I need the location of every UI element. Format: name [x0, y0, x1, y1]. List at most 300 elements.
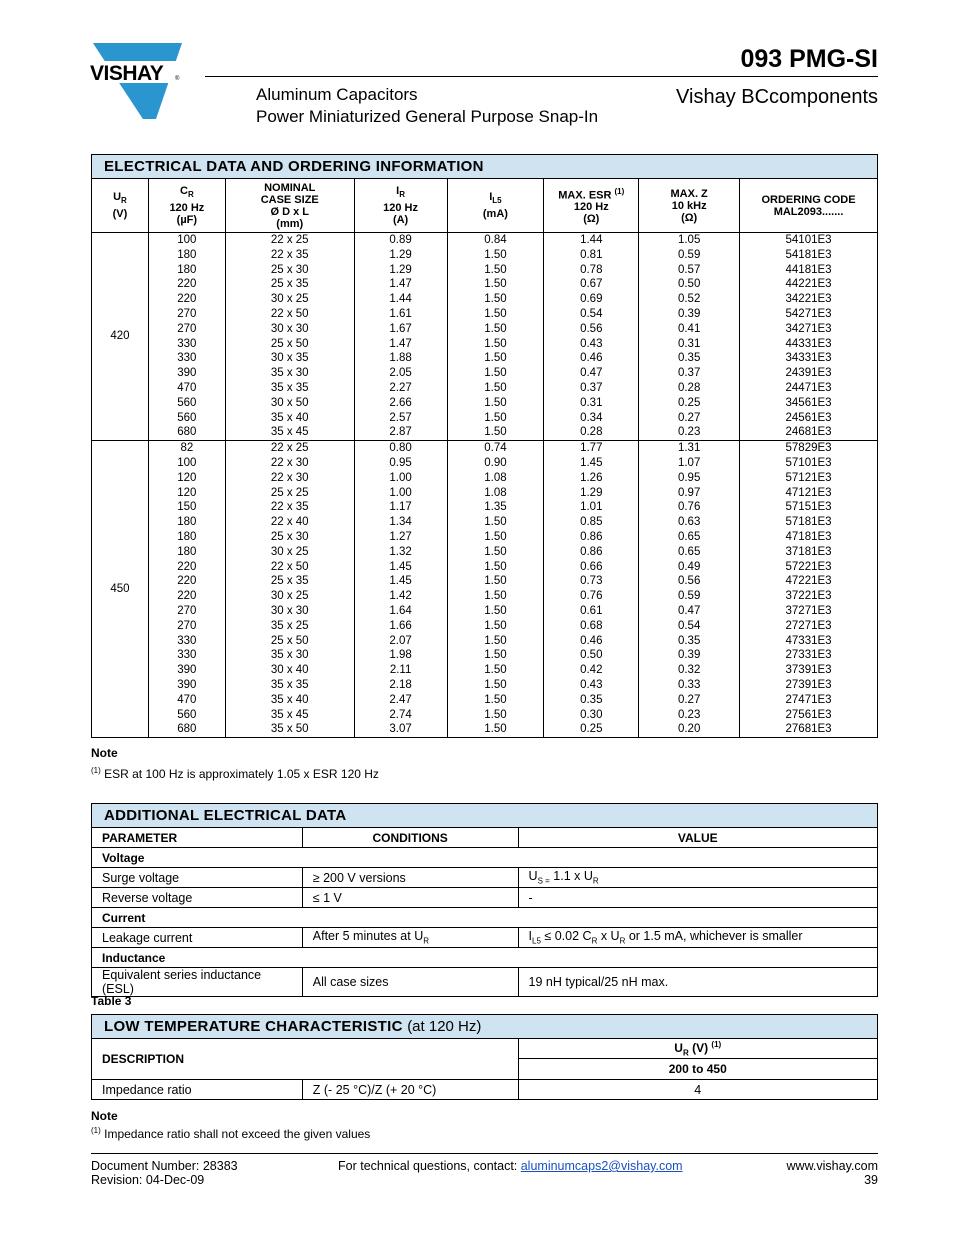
cell-value: 34221E3: [785, 293, 832, 306]
section-row: [92, 848, 878, 868]
cell-value: 1.27: [389, 530, 412, 543]
cell-value: 0.35: [677, 634, 701, 647]
cell-value: 0.50: [580, 649, 603, 662]
col-value: VALUE: [518, 828, 877, 848]
param-cell: Reverse voltage: [92, 888, 303, 908]
cell-value: 0.76: [677, 501, 701, 514]
cell-value: 35 x 35: [270, 381, 309, 394]
value-cell: 4: [518, 1080, 878, 1100]
cell-value: 270: [177, 604, 197, 617]
cell-value: 27331E3: [785, 649, 832, 662]
cell-value: 0.81: [580, 248, 603, 261]
cell-value: 1.50: [484, 337, 507, 350]
cell-value: 0.50: [677, 278, 701, 291]
cell-value: 57221E3: [785, 560, 832, 573]
additional-electrical-section: [91, 803, 878, 997]
ur-cell: 420: [92, 233, 149, 441]
cell-value: 44331E3: [785, 337, 832, 350]
cell-value: 0.69: [580, 293, 603, 306]
il-cell: [447, 441, 544, 738]
cell-value: 3.07: [389, 723, 412, 736]
cell-value: 1.45: [389, 560, 412, 573]
cell-value: 30 x 25: [270, 545, 309, 558]
cell-value: 560: [177, 396, 197, 409]
cell-value: 1.50: [484, 426, 507, 439]
cond-cell: ≤ 1 V: [302, 888, 518, 908]
cell-value: 0.33: [677, 678, 701, 691]
cell-value: 1.50: [484, 619, 507, 632]
cell-value: 1.67: [389, 322, 412, 335]
cell-value: 2.47: [389, 693, 412, 706]
cell-value: 22 x 50: [270, 560, 309, 573]
cell-value: 57181E3: [785, 516, 832, 529]
cell-value: 0.67: [580, 278, 603, 291]
cell-value: 54181E3: [785, 248, 832, 261]
svg-text:®: ®: [175, 76, 180, 82]
cell-value: 0.85: [580, 516, 603, 529]
z-cell: [639, 441, 740, 738]
cell-value: 1.50: [484, 367, 507, 380]
param-cell: Equivalent series inductance (ESL): [92, 968, 303, 997]
table2-header-row: [92, 828, 878, 848]
doc-number: Document Number: 28383: [91, 1159, 238, 1173]
revision: Revision: 04-Dec-09: [91, 1173, 205, 1187]
cell-value: 1.50: [484, 293, 507, 306]
cell-value: 100: [177, 456, 197, 469]
cell-value: 57829E3: [785, 442, 832, 455]
param-cell: Impedance ratio: [92, 1080, 303, 1100]
cell-value: 0.78: [580, 263, 603, 276]
cell-value: 0.23: [677, 708, 701, 721]
code-cell: [740, 441, 878, 738]
note2-heading: Note: [91, 1109, 118, 1123]
cell-value: 220: [177, 560, 197, 573]
cell-value: 1.50: [484, 664, 507, 677]
cell-value: 1.35: [484, 501, 507, 514]
param-cell: Surge voltage: [92, 868, 303, 888]
cell-value: 1.66: [389, 619, 412, 632]
cell-value: 34561E3: [785, 396, 832, 409]
cell-value: 1.07: [677, 456, 701, 469]
section-current: Current: [92, 908, 878, 928]
col-esr: MAX. ESR $^{(1)}$ 120 Hz (Ω): [544, 179, 639, 233]
cell-value: 0.89: [389, 234, 412, 246]
cell-value: 1.29: [389, 248, 412, 261]
table1-title: ELECTRICAL DATA AND ORDERING INFORMATION: [91, 154, 878, 179]
col-z: MAX. Z 10 kHz (Ω): [639, 179, 740, 233]
cell-value: 30 x 40: [270, 664, 309, 677]
cell-value: 0.80: [389, 442, 412, 455]
cell-value: 0.73: [580, 575, 603, 588]
cell-value: 1.64: [389, 604, 412, 617]
product-subtitle: [256, 84, 598, 128]
cell-value: 1.50: [484, 545, 507, 558]
col-ir: $I_R$ 120 Hz (A): [354, 179, 447, 233]
cell-value: 34271E3: [785, 322, 832, 335]
section-row: [92, 908, 878, 928]
cell-value: 1.44: [389, 293, 412, 306]
cell-value: 0.41: [677, 322, 701, 335]
cell-value: 35 x 50: [270, 723, 309, 736]
cell-value: 0.28: [580, 426, 603, 439]
cell-value: 25 x 30: [270, 263, 309, 276]
cell-value: 0.28: [677, 381, 701, 394]
cell-value: 0.86: [580, 545, 603, 558]
cell-value: 30 x 50: [270, 396, 309, 409]
cell-value: 0.49: [677, 560, 701, 573]
table-row: [92, 868, 878, 888]
cell-value: 1.29: [580, 486, 603, 499]
cell-value: 0.57: [677, 263, 701, 276]
cell-value: 1.45: [389, 575, 412, 588]
cell-value: 25 x 35: [270, 575, 309, 588]
cell-value: 0.39: [677, 649, 701, 662]
cell-value: 1.32: [389, 545, 412, 558]
cell-value: 270: [177, 322, 197, 335]
cell-value: 390: [177, 678, 197, 691]
z-cell: [639, 233, 740, 441]
col-conditions: CONDITIONS: [302, 828, 518, 848]
cell-value: 0.25: [677, 396, 701, 409]
cell-value: 24391E3: [785, 367, 832, 380]
cell-value: 1.47: [389, 337, 412, 350]
cond-cell: Z (- 25 °C)/Z (+ 20 °C): [302, 1080, 518, 1100]
group-450v: [92, 441, 878, 738]
group-420v: [92, 233, 878, 441]
cell-value: 25 x 25: [270, 486, 309, 499]
cell-value: 0.52: [677, 293, 701, 306]
cell-value: 0.74: [484, 442, 507, 455]
footer-rule: [91, 1153, 878, 1154]
cell-value: 0.23: [677, 426, 701, 439]
cell-value: 2.27: [389, 381, 412, 394]
cell-value: 2.66: [389, 396, 412, 409]
cell-value: 30 x 25: [270, 590, 309, 603]
value-cell: 19 nH typical/25 nH max.: [518, 968, 877, 997]
cell-value: 1.50: [484, 560, 507, 573]
col-cr: $C_R$ 120 Hz (µF): [148, 179, 225, 233]
cell-value: 35 x 35: [270, 678, 309, 691]
company-name: Vishay BCcomponents: [676, 86, 878, 108]
cell-value: 27561E3: [785, 708, 832, 721]
cell-value: 0.46: [580, 352, 603, 365]
ur-cell: 450: [92, 441, 149, 738]
cell-value: 2.74: [389, 708, 412, 721]
cell-value: 27391E3: [785, 678, 832, 691]
contact-label: For technical questions, contact:: [338, 1159, 521, 1173]
table-row: [92, 1080, 878, 1100]
cell-value: 0.76: [580, 590, 603, 603]
cell-value: 330: [177, 634, 197, 647]
cell-value: 1.50: [484, 649, 507, 662]
cell-value: 1.50: [484, 381, 507, 394]
cell-value: 1.50: [484, 263, 507, 276]
cell-value: 1.50: [484, 322, 507, 335]
cell-value: 1.08: [484, 486, 507, 499]
cell-value: 22 x 50: [270, 307, 309, 320]
cell-value: 1.88: [389, 352, 412, 365]
cell-value: 22 x 25: [270, 442, 309, 455]
section-voltage: Voltage: [92, 848, 878, 868]
website: www.vishay.com: [786, 1159, 878, 1173]
cell-value: 2.05: [389, 367, 412, 380]
cell-value: 2.87: [389, 426, 412, 439]
header-rule: [205, 76, 878, 77]
cell-value: 0.35: [580, 693, 603, 706]
cell-value: 44221E3: [785, 278, 832, 291]
cell-value: 220: [177, 575, 197, 588]
ur-header: $U_R$ (V) $^{(1)}$: [518, 1039, 878, 1059]
cell-value: 27271E3: [785, 619, 832, 632]
cell-value: 1.50: [484, 634, 507, 647]
cell-value: 180: [177, 248, 197, 261]
cell-value: 470: [177, 381, 197, 394]
esr-cell: [544, 233, 639, 441]
cell-value: 1.45: [580, 456, 603, 469]
cell-value: 0.39: [677, 307, 701, 320]
cell-value: 0.27: [677, 411, 701, 424]
footer-doc-info: [91, 1159, 238, 1187]
footer-right: [787, 1159, 878, 1187]
cell-value: 1.00: [389, 486, 412, 499]
cell-value: 120: [177, 486, 197, 499]
cell-value: 0.46: [580, 634, 603, 647]
cell-value: 0.43: [580, 337, 603, 350]
col-ur: $U_R$ (V): [92, 179, 149, 233]
cell-value: 1.50: [484, 248, 507, 261]
cond-cell: After 5 minutes at $U_R$: [302, 928, 518, 948]
col-il5: $I_{L5}$ (mA): [447, 179, 544, 233]
cell-value: 30 x 30: [270, 322, 309, 335]
cell-value: 1.05: [677, 234, 701, 246]
cell-value: 470: [177, 693, 197, 706]
cell-value: 47221E3: [785, 575, 832, 588]
esr-cell: [544, 441, 639, 738]
cell-value: 270: [177, 307, 197, 320]
cell-value: 0.27: [677, 693, 701, 706]
electrical-data-table: [91, 179, 878, 738]
cell-value: 1.50: [484, 352, 507, 365]
cell-value: 1.50: [484, 307, 507, 320]
ir-cell: [354, 441, 447, 738]
cell-value: 0.35: [677, 352, 701, 365]
cell-value: 1.29: [389, 263, 412, 276]
table-row: [92, 888, 878, 908]
cell-value: 1.50: [484, 278, 507, 291]
cell-value: 57101E3: [785, 456, 832, 469]
cell-value: 0.63: [677, 516, 701, 529]
cr-cell: [148, 233, 225, 441]
cell-value: 27681E3: [785, 723, 832, 736]
cell-value: 54101E3: [785, 234, 832, 246]
param-cell: Leakage current: [92, 928, 303, 948]
contact-email-link[interactable]: aluminumcaps2@vishay.com: [520, 1159, 683, 1173]
cell-value: 47181E3: [785, 530, 832, 543]
cell-value: 0.68: [580, 619, 603, 632]
cell-value: 0.43: [580, 678, 603, 691]
cell-value: 82: [180, 442, 194, 455]
code-cell: [740, 233, 878, 441]
table1-header-row: [92, 179, 878, 233]
cell-value: 0.84: [484, 234, 507, 246]
cell-value: 1.50: [484, 678, 507, 691]
cell-value: 1.61: [389, 307, 412, 320]
cell-value: 0.65: [677, 530, 701, 543]
table-row: [92, 928, 878, 948]
cell-value: 0.54: [677, 619, 701, 632]
cell-value: 22 x 30: [270, 456, 309, 469]
case-cell: [225, 233, 354, 441]
cell-value: 37271E3: [785, 604, 832, 617]
table-row: [92, 968, 878, 997]
cell-value: 47331E3: [785, 634, 832, 647]
cell-value: 0.59: [677, 248, 701, 261]
cell-value: 120: [177, 471, 197, 484]
cell-value: 35 x 30: [270, 367, 309, 380]
cell-value: 1.50: [484, 708, 507, 721]
cell-value: 2.18: [389, 678, 412, 691]
cell-value: 37391E3: [785, 664, 832, 677]
cell-value: 25 x 50: [270, 337, 309, 350]
cell-value: 1.77: [580, 442, 603, 455]
cell-value: 25 x 30: [270, 530, 309, 543]
cell-value: 30 x 30: [270, 604, 309, 617]
cell-value: 0.54: [580, 307, 603, 320]
cell-value: 30 x 35: [270, 352, 309, 365]
cell-value: 22 x 35: [270, 248, 309, 261]
cell-value: 37221E3: [785, 590, 832, 603]
cell-value: 24561E3: [785, 411, 832, 424]
cell-value: 2.07: [389, 634, 412, 647]
cell-value: 0.65: [677, 545, 701, 558]
section-row: [92, 948, 878, 968]
value-cell: -: [518, 888, 877, 908]
table3-title: LOW TEMPERATURE CHARACTERISTIC (at 120 Hz): [91, 1014, 878, 1039]
col-ordering-code: ORDERING CODE MAL2093.......: [740, 179, 878, 233]
cell-value: 1.17: [389, 501, 412, 514]
electrical-data-section: [91, 154, 878, 738]
note1-text: $^{(1)}$ ESR at 100 Hz is approximately 1.05 x ESR 120 Hz: [91, 766, 379, 781]
cell-value: 2.57: [389, 411, 412, 424]
cell-value: 270: [177, 619, 197, 632]
cell-value: 330: [177, 649, 197, 662]
low-temp-section: [91, 1014, 878, 1100]
note1-heading: Note: [91, 746, 118, 760]
cell-value: 35 x 25: [270, 619, 309, 632]
cell-value: 0.20: [677, 723, 701, 736]
cell-value: 1.47: [389, 278, 412, 291]
cell-value: 0.90: [484, 456, 507, 469]
cell-value: 330: [177, 352, 197, 365]
cell-value: 0.25: [580, 723, 603, 736]
cell-value: 24681E3: [785, 426, 832, 439]
col-parameter: PARAMETER: [92, 828, 303, 848]
cell-value: 25 x 35: [270, 278, 309, 291]
cell-value: 680: [177, 426, 197, 439]
cell-value: 1.42: [389, 590, 412, 603]
cell-value: 1.26: [580, 471, 603, 484]
cell-value: 44181E3: [785, 263, 832, 276]
cell-value: 180: [177, 545, 197, 558]
page-number: 39: [864, 1173, 878, 1187]
cell-value: 35 x 40: [270, 693, 309, 706]
cell-value: 0.47: [677, 604, 701, 617]
cell-value: 1.50: [484, 604, 507, 617]
cell-value: 1.34: [389, 516, 412, 529]
cell-value: 0.31: [677, 337, 701, 350]
cell-value: 0.31: [580, 396, 603, 409]
cell-value: 22 x 30: [270, 471, 309, 484]
cell-value: 390: [177, 664, 197, 677]
low-temp-table: [91, 1039, 878, 1100]
footer-contact: [338, 1159, 683, 1173]
cr-cell: [148, 441, 225, 738]
cell-value: 1.50: [484, 575, 507, 588]
cell-value: 1.50: [484, 516, 507, 529]
cell-value: 57121E3: [785, 471, 832, 484]
cell-value: 1.50: [484, 411, 507, 424]
cell-value: 560: [177, 708, 197, 721]
cell-value: 0.86: [580, 530, 603, 543]
cell-value: 1.50: [484, 693, 507, 706]
cell-value: 37181E3: [785, 545, 832, 558]
cell-value: 0.56: [580, 322, 603, 335]
case-cell: [225, 441, 354, 738]
cell-value: 180: [177, 263, 197, 276]
cell-value: 220: [177, 278, 197, 291]
cell-value: 0.42: [580, 664, 603, 677]
subtitle-line-2: Power Miniaturized General Purpose Snap-In: [256, 107, 599, 126]
cell-value: 0.59: [677, 590, 701, 603]
description-header: DESCRIPTION: [92, 1039, 519, 1080]
cell-value: 27471E3: [785, 693, 832, 706]
cell-value: 1.50: [484, 723, 507, 736]
cell-value: 1.44: [580, 234, 603, 246]
cell-value: 1.50: [484, 396, 507, 409]
il-cell: [447, 233, 544, 441]
cell-value: 330: [177, 337, 197, 350]
cell-value: 0.30: [580, 708, 603, 721]
cell-value: 22 x 25: [270, 234, 309, 246]
note2-text: $^{(1)}$ Impedance ratio shall not exceed the given values: [91, 1126, 371, 1141]
cell-value: 1.50: [484, 530, 507, 543]
additional-electrical-table: [91, 828, 878, 997]
cell-value: 35 x 45: [270, 426, 309, 439]
cell-value: 220: [177, 293, 197, 306]
voltage-range: 200 to 450: [518, 1059, 878, 1080]
col-case-size: NOMINAL CASE SIZE Ø D x L (mm): [225, 179, 354, 233]
cell-value: 34331E3: [785, 352, 832, 365]
cond-cell: All case sizes: [302, 968, 518, 997]
cell-value: 180: [177, 516, 197, 529]
cell-value: 0.56: [677, 575, 701, 588]
cell-value: 22 x 40: [270, 516, 309, 529]
value-cell: $I_{L5} \le 0.02$ $C_R$ x $U_R$ or 1.5 mA, whichever is smaller: [518, 928, 877, 948]
cell-value: 0.61: [580, 604, 603, 617]
cell-value: 0.32: [677, 664, 701, 677]
cell-value: 35 x 45: [270, 708, 309, 721]
cell-value: 150: [177, 501, 197, 514]
cell-value: 0.95: [677, 471, 701, 484]
cell-value: 25 x 50: [270, 634, 309, 647]
cell-value: 35 x 40: [270, 411, 309, 424]
cell-value: 0.66: [580, 560, 603, 573]
cell-value: 2.11: [389, 664, 412, 677]
cell-value: 0.95: [389, 456, 412, 469]
cell-value: 54271E3: [785, 307, 832, 320]
cell-value: 30 x 25: [270, 293, 309, 306]
table2-title: ADDITIONAL ELECTRICAL DATA: [91, 803, 878, 828]
